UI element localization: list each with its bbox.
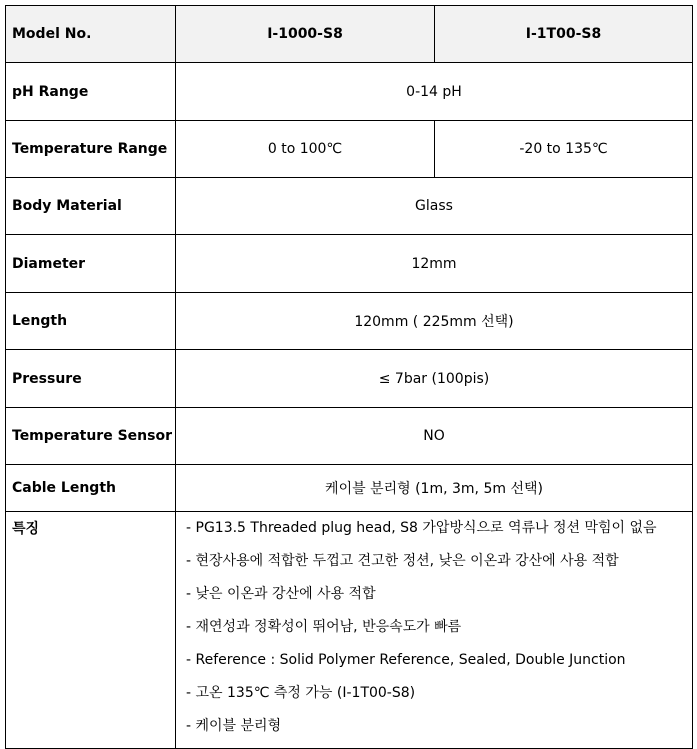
feature-item: - Reference : Solid Polymer Reference, Sealed, Double Junction [186, 652, 626, 668]
temperature-range-value-1: 0 to 100℃ [176, 121, 435, 178]
features-cell [176, 512, 693, 749]
length-label: Length [6, 293, 176, 350]
table-row [6, 121, 693, 178]
feature-item: - 낮은 이온과 강산에 사용 적합 [186, 586, 376, 602]
pressure-value: ≤ 7bar (100pis) [176, 350, 693, 408]
feature-item: - 현장사용에 적합한 두껍고 견고한 정션, 낮은 이온과 강산에 사용 적합 [186, 553, 619, 569]
temperature-sensor-value: NO [176, 408, 693, 465]
model-label: Model No. [6, 6, 176, 63]
body-material-label: Body Material [6, 178, 176, 235]
model-2: I-1T00-S8 [435, 6, 693, 63]
table-row [6, 408, 693, 465]
table-row [6, 6, 693, 63]
model-1: I-1000-S8 [176, 6, 435, 63]
table-row [6, 178, 693, 235]
spec-table [5, 5, 693, 749]
pressure-label: Pressure [6, 350, 176, 408]
ph-range-value: 0-14 pH [176, 63, 693, 121]
table-row [6, 235, 693, 293]
ph-range-label: pH Range [6, 63, 176, 121]
features-label: 특징 [6, 512, 176, 749]
body-material-value: Glass [176, 178, 693, 235]
table-row [6, 293, 693, 350]
temperature-sensor-label: Temperature Sensor [6, 408, 176, 465]
length-value: 120mm ( 225mm 선택) [176, 293, 693, 350]
feature-item: - 고온 135℃ 측정 가능 (I-1T00-S8) [186, 685, 416, 701]
diameter-value: 12mm [176, 235, 693, 293]
table-row [6, 350, 693, 408]
temperature-range-label: Temperature Range [6, 121, 176, 178]
feature-item: - PG13.5 Threaded plug head, S8 가압방식으로 역류나 정션 막힘이 없음 [186, 520, 657, 536]
temperature-range-value-2: -20 to 135℃ [435, 121, 693, 178]
table-row [6, 512, 693, 749]
cable-length-value: 케이블 분리형 (1m, 3m, 5m 선택) [176, 465, 693, 512]
diameter-label: Diameter [6, 235, 176, 293]
cable-length-label: Cable Length [6, 465, 176, 512]
feature-item: - 케이블 분리형 [186, 718, 282, 734]
table-row [6, 63, 693, 121]
features-list [186, 517, 692, 748]
table-row [6, 465, 693, 512]
feature-item: - 재연성과 정확성이 뛰어남, 반응속도가 빠름 [186, 619, 462, 635]
